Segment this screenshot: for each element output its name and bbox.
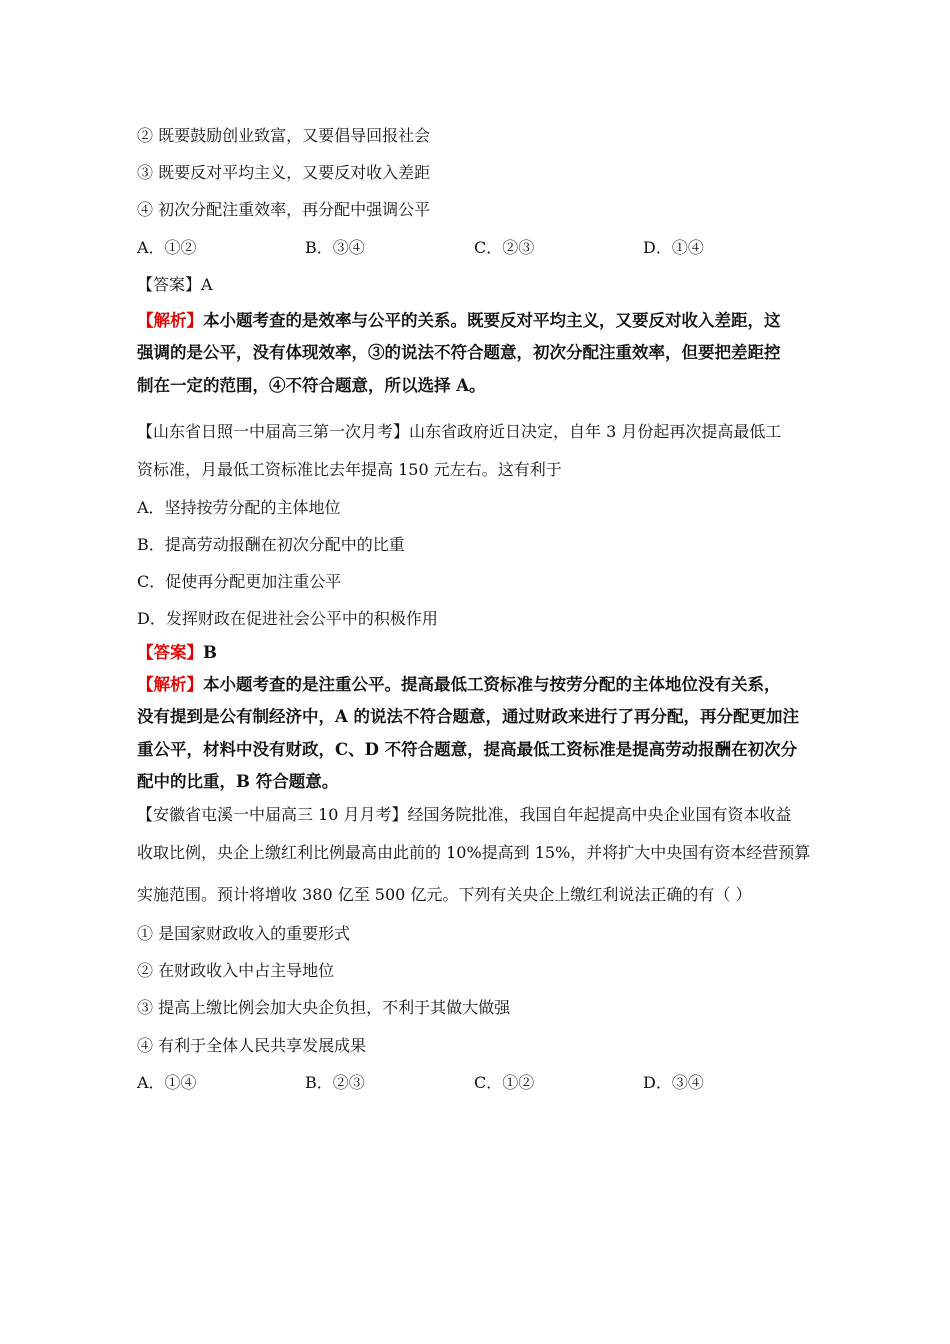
q2-analysis-text-1: 本小题考查的是注重公平。提高最低工资标准与按劳分配的主体地位没有关系， xyxy=(203,675,781,694)
q3-stem-line-1: 【安徽省屯溪一中届高三 10 月月考】经国务院批准，我国自年起提高中央企业国有资本收益 xyxy=(137,805,792,824)
q3-stem-line-3: 实施范围。预计将增收 380 亿至 500 亿元。下列有关央企上缴红利说法正确的有（ ） xyxy=(137,885,752,904)
q3-option-a: A．①④ xyxy=(137,1073,197,1092)
q1-option-d: D．①④ xyxy=(643,238,704,257)
q1-analysis-label: 【解析】 xyxy=(137,311,203,330)
q3-option-b: B．②③ xyxy=(305,1073,365,1092)
q1-option-c: C．②③ xyxy=(474,238,535,257)
q2-analysis-line-3: 重公平，材料中没有财政，C、D 不符合题意，提高最低工资标准是提高劳动报酬在初次分 xyxy=(137,740,798,759)
q2-analysis-line-1 xyxy=(137,675,781,695)
q3-options xyxy=(137,1073,837,1093)
q2-answer xyxy=(137,643,217,663)
q1-item-3: ③ 既要反对平均主义，又要反对收入差距 xyxy=(137,163,431,182)
q3-item-4: ④ 有利于全体人民共享发展成果 xyxy=(137,1036,367,1055)
q1-answer-value: A xyxy=(201,275,213,294)
q2-analysis-line-4: 配中的比重，B 符合题意。 xyxy=(137,772,339,791)
q1-item-4: ④ 初次分配注重效率，再分配中强调公平 xyxy=(137,200,431,219)
q1-options xyxy=(137,238,837,258)
q1-answer xyxy=(137,275,213,295)
q2-analysis-label: 【解析】 xyxy=(137,675,203,694)
q2-option-c: C．促使再分配更加注重公平 xyxy=(137,572,342,591)
q3-option-c: C．①② xyxy=(474,1073,535,1092)
q1-analysis-line-1 xyxy=(137,311,781,331)
q2-analysis-line-2: 没有提到是公有制经济中，A 的说法不符合题意，通过财政来进行了再分配，再分配更加注 xyxy=(137,707,800,726)
q2-option-d: D．发挥财政在促进社会公平中的积极作用 xyxy=(137,609,438,628)
q1-item-2: ② 既要鼓励创业致富，又要倡导回报社会 xyxy=(137,126,431,145)
q1-analysis-line-3: 制在一定的范围，④不符合题意，所以选择 A。 xyxy=(137,376,486,395)
q2-stem-line-2: 资标准，月最低工资标准比去年提高 150 元左右。这有利于 xyxy=(137,460,562,479)
q2-answer-label: 【答案】 xyxy=(137,643,203,662)
q1-answer-label: 【答案】 xyxy=(137,275,202,294)
q1-analysis-text-1: 本小题考查的是效率与公平的关系。既要反对平均主义，又要反对收入差距，这 xyxy=(203,311,781,330)
q3-item-2: ② 在财政收入中占主导地位 xyxy=(137,961,335,980)
q2-stem-line-1: 【山东省日照一中届高三第一次月考】山东省政府近日决定，自年 3 月份起再次提高最低工 xyxy=(137,422,782,441)
q3-item-1: ① 是国家财政收入的重要形式 xyxy=(137,924,351,943)
q2-option-a: A．坚持按劳分配的主体地位 xyxy=(137,498,341,517)
q3-stem-line-2: 收取比例，央企上缴红利比例最高由此前的 10%提高到 15%，并将扩大中央国有资本经营预算 xyxy=(137,843,811,862)
q1-option-a: A．①② xyxy=(137,238,197,257)
q1-analysis-line-2: 强调的是公平，没有体现效率，③的说法不符合题意，初次分配注重效率，但要把差距控 xyxy=(137,343,781,362)
q1-option-b: B．③④ xyxy=(305,238,365,257)
q2-option-b: B．提高劳动报酬在初次分配中的比重 xyxy=(137,535,405,554)
q3-item-3: ③ 提高上缴比例会加大央企负担，不利于其做大做强 xyxy=(137,998,511,1017)
q2-answer-value: B xyxy=(203,643,217,662)
q3-option-d: D．③④ xyxy=(643,1073,704,1092)
